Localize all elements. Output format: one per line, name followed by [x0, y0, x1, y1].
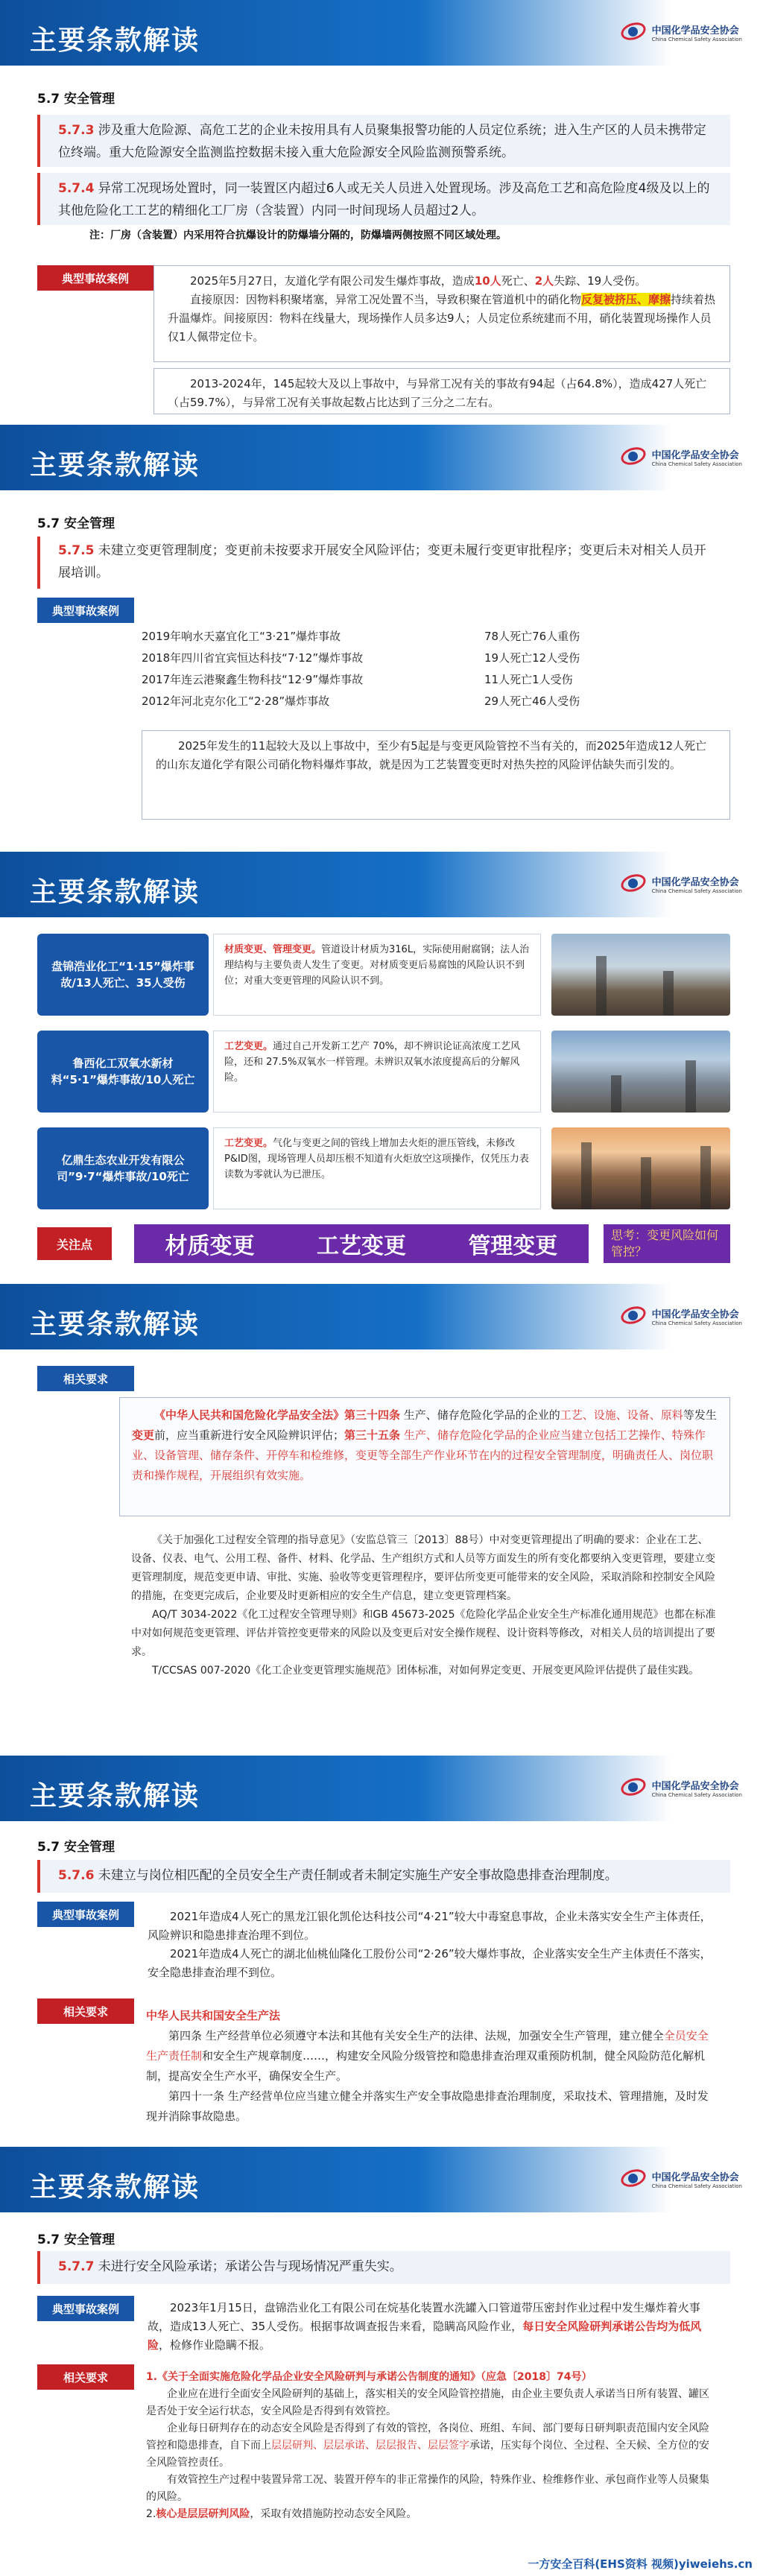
logo-icon — [619, 1776, 648, 1799]
clause-text: 未建立变更管理制度；变更前未按要求开展安全风险评估；变更未履行变更审批程序；变更后未对相关人员开展培训。 — [58, 543, 706, 580]
slide-2 — [0, 425, 763, 852]
clause-number: 5.7.5 — [58, 543, 95, 558]
accident-photo — [551, 1127, 730, 1209]
clause-5-7-3 — [37, 115, 730, 167]
section-label: 5.7 安全管理 — [37, 516, 115, 531]
keyword-process: 工艺变更 — [316, 1233, 406, 1259]
section-label: 5.7 安全管理 — [37, 1840, 115, 1855]
slide-title: 主要条款解读 — [30, 450, 200, 481]
slide-title: 主要条款解读 — [30, 1781, 200, 1811]
slide-header — [0, 2147, 763, 2212]
focus-bar — [37, 1224, 730, 1263]
law-box: 中华人民共和国安全生产法 第四条 生产经营单位必须遵守本法和其他有关安全生产的法律、法规，加强安全生产管理，建立健全全员安全生产责任制和安全生产规章制度……，构建安全风险分级管控和隐患排查治理双重预防机制，健全风险防范化解机制，提高安全生产水平，确保安全生产。 第四十一条 生产经营单位应当建立健全并落实生产安全事故隐患排查治理制度，采取技术、管理措施，及时发现并消除事故隐患。 — [134, 1999, 730, 2137]
logo-name-cn: 中国化学品安全协会 — [651, 449, 739, 461]
summary-box: 2025年发生的11起较大及以上事故中，至少有5起是与变更风险管控不当有关的，而2025年造成12人死亡的山东友道化学有限公司硝化物料爆炸事故，就是因为工艺装置变更时对热失控的风险评估缺失而引发的。 — [142, 730, 730, 820]
guidance-text: 《关于加强化工过程安全管理的指导意见》（安监总管三〔2013〕88号）中对变更管理提出了明确的要求：企业在工艺、设备、仪表、电气、公用工程、备件、材料、化学品、生产组织方式和人员等方面发生的所有变化都要纳入变更管理，要建立变更管理制度，规范变更申请、审批、实施、验收等变更管理程序，要评估所变更可能带来的安全风险，采取消除和控制安全风险的措施，在变更完成后，企业要及时更新相应的安全生产信息，建立变更管理档案。 AQ/T 3034-2022《化工过程安全管理导则》和GB 45673-2025《危险化学品企业安全生产标准化通用规范》也都在标准中对如何规范变更管理、评估并管控变更带来的风险以及变更后对安全操作规程、设计资料等修改，对相关人员的培训提出了要求。 T/CCSAS 007-2020《化工企业变更管理实施规范》团体标准，对如何界定变更、开展变更风险评估提供了最佳实践。 — [131, 1534, 716, 1677]
clause-note: 注：厂房（含装置）内采用符合抗爆设计的防爆墙分隔的，防爆墙两侧按照不同区域处理。 — [89, 230, 507, 241]
case-box: 2021年造成4人死亡的黑龙江银化凯伦达科技公司“4·21”较大中毒窒息事故，企业未落实安全生产主体责任，风险辨识和隐患排查治理不到位。 2021年造成4人死亡的湖北仙桃仙隆化工股份公司“2·26”较大爆炸事故，企业落实安全生产主体责任不落实，安全隐患排查治理不到位。 — [148, 1910, 712, 1979]
section-label: 5.7 安全管理 — [37, 92, 115, 107]
clause-5-7-6 — [37, 1860, 730, 1893]
law-box: 《中华人民共和国危险化学品安全法》第三十四条 生产、储存危险化学品的企业的工艺、设施、设备、原料等发生变更前，应当重新进行安全风险辨识评估；第三十五条 生产、储存危险化学品的企业应当建立包括工艺操作、特殊作业、设备管理、储存条件、开停车和检维修，变更等全部生产作业环节在内的过程安全管理制度，明确责任人、岗位职责和操作规程，开展组织有效实施。 — [119, 1397, 730, 1516]
slide-1 — [0, 0, 763, 425]
keyword-material: 材质变更 — [165, 1233, 255, 1259]
clause-text: 未进行安全风险承诺；承诺公告与现场情况严重失实。 — [94, 2259, 402, 2274]
slide-header — [0, 1284, 763, 1349]
slide-header — [0, 0, 763, 66]
clause-number: 5.7.7 — [58, 2259, 95, 2274]
case-card-title: 盘锦浩业化工“1·15”爆炸事故/13人死亡、35人受伤 — [37, 934, 209, 1016]
logo-name-cn: 中国化学品安全协会 — [651, 1308, 739, 1320]
requirement-tag: 相关要求 — [37, 2364, 134, 2390]
association-logo — [619, 873, 742, 895]
slide-title: 主要条款解读 — [30, 1309, 200, 1340]
focus-question: 思考：变更风险如何管控？ — [604, 1224, 730, 1263]
logo-name-cn: 中国化学品安全协会 — [651, 876, 739, 888]
clause-5-7-5 — [37, 537, 730, 589]
slide-4 — [0, 1284, 763, 1756]
slide-title: 主要条款解读 — [30, 2172, 200, 2203]
clause-number: 5.7.4 — [58, 181, 95, 196]
list-item: 2018年四川省宜宾恒达科技“7·12”爆炸事故 19人死亡12人受伤 — [142, 651, 580, 665]
case-box: 2025年5月27日，友道化学有限公司发生爆炸事故，造成10人死亡、2人失踪、19人受伤。 直接原因：因物料积聚堵塞，异常工况处置不当，导致积聚在管道机中的硝化物反复被挤压、摩擦持续着热升温爆炸。间接原因：物料在线量大，现场操作人员多达9人；人员定位系统建而不用，硝化装置现场操作人员仅1人佩带定位卡。 — [153, 265, 730, 362]
clause-5-7-4 — [37, 173, 730, 225]
requirement-tag: 相关要求 — [37, 1366, 134, 1391]
accident-photo — [551, 1031, 730, 1113]
footer-watermark: 一方安全百科(EHS资料 视频)yiweiehs.cn — [528, 2557, 753, 2571]
clause-text: 异常工况现场处置时，同一装置区内超过6人或无关人员进入处置现场。涉及高危工艺和高危险度4级及以上的其他危险化工工艺的精细化工厂房（含装置）内同一时间现场人员超过2人。 — [58, 181, 710, 218]
logo-name-cn: 中国化学品安全协会 — [651, 25, 739, 37]
statistics-box: 2013-2024年，145起较大及以上事故中，与异常工况有关的事故有94起（占64.8%），造成427人死亡（占59.7%），与异常工况有关事故起数占比达到了三分之二左右。 — [153, 368, 730, 414]
case-tag: 典型事故案例 — [37, 598, 134, 623]
focus-label: 关注点 — [37, 1227, 112, 1260]
clause-number: 5.7.6 — [58, 1868, 95, 1883]
case-card-title: 鲁西化工双氧水新材料“5·1”爆炸事故/10人死亡 — [37, 1031, 209, 1113]
clause-5-7-7 — [37, 2251, 730, 2284]
keyword-management: 管理变更 — [468, 1233, 558, 1259]
accident-list — [142, 626, 663, 712]
slide-3 — [0, 852, 763, 1284]
logo-name-en: China Chemical Safety Association — [651, 1320, 742, 1326]
slide-6 — [0, 2147, 763, 2576]
logo-name-cn: 中国化学品安全协会 — [651, 2171, 739, 2183]
logo-icon — [619, 21, 648, 43]
logo-icon — [619, 2168, 648, 2190]
slide-header — [0, 852, 763, 917]
logo-name-en: China Chemical Safety Association — [651, 1791, 742, 1798]
clause-text: 涉及重大危险源、高危工艺的企业未按用具有人员聚集报警功能的人员定位系统；进入生产区的人员未携带定位终端。重大危险源安全监测监控数据未接入重大危险源安全风险监测预警系统。 — [58, 123, 706, 160]
case-tag: 典型事故案例 — [37, 265, 153, 291]
focus-keywords — [134, 1224, 589, 1263]
law-box: 1.《关于全面实施危险化学品企业安全风险研判与承诺公告制度的通知》（应急〔2018〕74号） 企业应在进行全面安全风险研判的基础上，落实相关的安全风险管控措施，由企业主要负责人承诺当日所有装置、罐区是否处于安全运行状态，安全风险是否得到有效管控。 企业每日研判存在的动态安全风险是否得到了有效的管控，各岗位、班组、车间、部门要每日研判职责范围内安全风险管控和隐患排查，自下而上层层研判、层层承诺、层层报告、层层签字承诺，压实每个岗位、全过程、全天候、全方位的安全风险管控责任。 有效管控生产过程中装置异常工况、装置开停车的非正常操作的风险，特殊作业、检维修作业、承包商作业等人员聚集的风险。 2.核心是层层研判风险，采取有效措施防控动态安全风险。 — [134, 2361, 730, 2549]
association-logo — [619, 1305, 742, 1327]
slide-title: 主要条款解读 — [30, 877, 200, 908]
case-tag: 典型事故案例 — [37, 1902, 134, 1927]
list-item: 2017年连云港聚鑫生物科技“12·9”爆炸事故 11人死亡1人受伤 — [142, 673, 573, 686]
slide-5 — [0, 1756, 763, 2147]
list-item: 2019年响水天嘉宜化工“3·21”爆炸事故 78人死亡76人重伤 — [142, 630, 580, 643]
logo-name-cn: 中国化学品安全协会 — [651, 1780, 739, 1792]
association-logo — [619, 21, 742, 43]
case-card-title: 亿鼎生态农业开发有限公司”9·7“爆炸事故/10死亡 — [37, 1127, 209, 1209]
section-label: 5.7 安全管理 — [37, 2232, 115, 2247]
logo-icon — [619, 873, 648, 895]
logo-icon — [619, 1305, 648, 1327]
case-box: 2023年1月15日，盘锦浩业化工有限公司在烷基化装置水洗罐入口管道带压密封作业过程中发生爆炸着火事故，造成13人死亡、35人受伤。根据事故调查报告来看，隐瞒高风险作业，每日安全风险研判承诺公告均为低风险，检修作业隐瞒不报。 — [148, 2301, 702, 2352]
requirement-tag: 相关要求 — [37, 1999, 134, 2024]
logo-name-en: China Chemical Safety Association — [651, 2183, 742, 2189]
slide-header — [0, 425, 763, 490]
case-tag: 典型事故案例 — [37, 2296, 134, 2321]
clause-text: 未建立与岗位相匹配的全员安全生产责任制或者未制定实施生产安全事故隐患排查治理制度。 — [94, 1868, 618, 1883]
logo-name-en: China Chemical Safety Association — [651, 36, 742, 42]
association-logo — [619, 1776, 742, 1799]
case-card-text: 工艺变更。气化与变更之间的管线上增加去火炬的泄压管线，未修改P&ID图，现场管理人员却压根不知道有火炬放空这项操作，仅凭压力表读数为零就认为已泄压。 — [213, 1127, 541, 1209]
association-logo — [619, 446, 742, 468]
logo-name-en: China Chemical Safety Association — [651, 887, 742, 894]
clause-number: 5.7.3 — [58, 123, 95, 138]
logo-name-en: China Chemical Safety Association — [651, 461, 742, 467]
slide-header — [0, 1756, 763, 1821]
list-item: 2012年河北克尔化工“2·28”爆炸事故 29人死亡46人受伤 — [142, 694, 580, 708]
association-logo — [619, 2168, 742, 2190]
accident-photo — [551, 934, 730, 1016]
case-card-text: 材质变更、管理变更。管道设计材质为316L，实际使用耐腐钢；法人治理结构与主要负责人发生了变更。对材质变更后易腐蚀的风险认识不到位；对重大变更管理的风险认识不到。 — [213, 934, 541, 1016]
case-card-text: 工艺变更。通过自己开发新工艺产 70%，却不辨识论证高浓度工艺风险，还和 27.5%双氧水一样管理。未辨识双氧水浓度提高后的分解风险。 — [213, 1031, 541, 1113]
slide-title: 主要条款解读 — [30, 25, 200, 56]
logo-icon — [619, 446, 648, 468]
